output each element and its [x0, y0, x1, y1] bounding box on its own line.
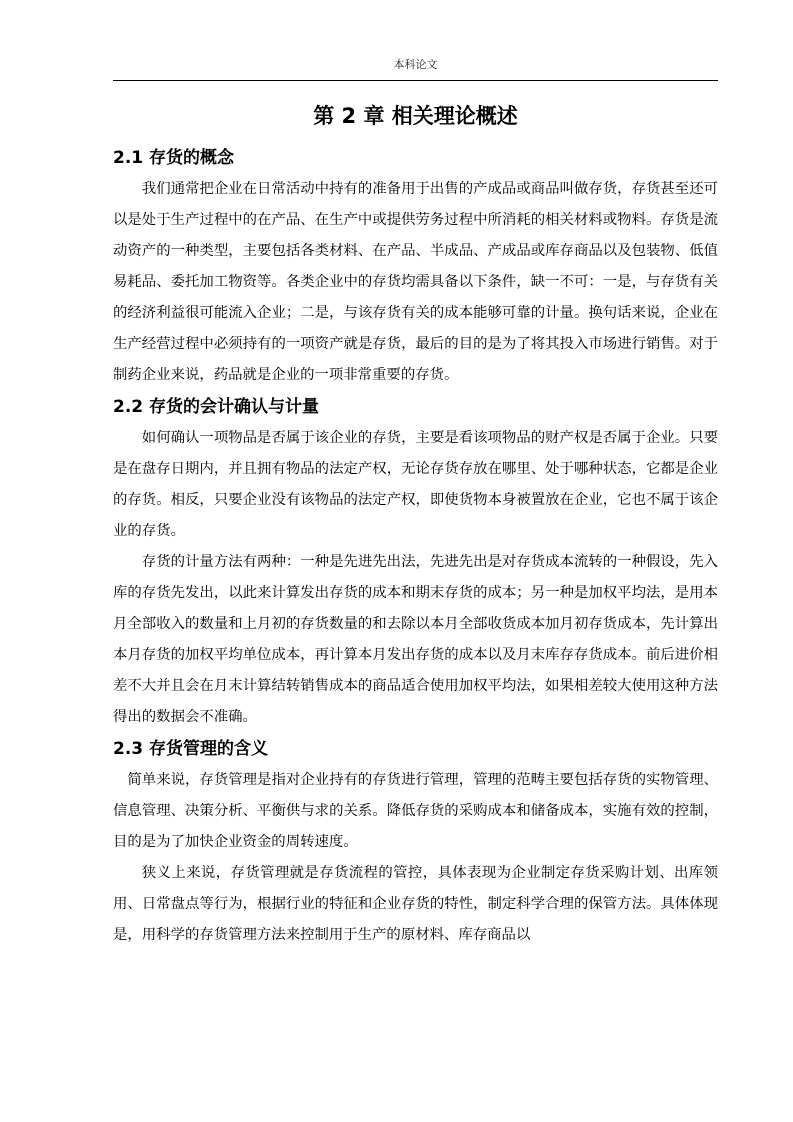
paragraph-2-2-a: 如何确认一项物品是否属于该企业的存货，主要是看该项物品的财产权是否属于企业。只要是在盘存日期内，并且拥有物品的法定产权，无论存货存放在哪里、处于哪种状态，它都是企业的存货。相反，只要企业没有该物品的法定产权，即使货物本身被置放在企业，它也不属于该企业的存货。	[113, 430, 718, 539]
paragraph-2-3-b: 狭义上来说，存货管理就是存货流程的管控，具体表现为企业制定存货采购计划、出库领用、日常盘点等行为，根据行业的特征和企业存货的特性，制定科学合理的保管方法。具体体现是，用科学的存货管理方法来控制用于生产的原材料、库存商品以	[113, 865, 718, 943]
header-rule	[113, 80, 718, 81]
page-body	[113, 98, 718, 951]
chapter-title: 第 2 章 相关理论概述	[313, 104, 518, 128]
running-header: 本科论文	[393, 58, 438, 71]
section-heading-2-3: 2.3 存货管理的含义	[113, 739, 269, 759]
paragraph-2-2-b: 存货的计量方法有两种：一种是先进先出法，先进先出是对存货成本流转的一种假设，先入库的存货先发出，以此来计算发出存货的成本和期末存货的成本；另一种是加权平均法，是用本月全部收入的数量和上月初的存货数量的和去除以本月全部收货成本加月初存货成本，先计算出本月存货的加权平均单位成本，再计算本月发出存货的成本以及月末库存存货成本。前后进价相差不大并且会在月末计算结转销售成本的商品适合使用加权平均法，如果相差较大使用这种方法得出的数据会不准确。	[113, 554, 718, 725]
paragraph-2-3-a: 简单来说，存货管理是指对企业持有的存货进行管理，管理的范畴主要包括存货的实物管理、信息管理、决策分析、平衡供与求的关系。降低存货的采购成本和储备成本，实施有效的控制，目的是为了加快企业资金的周转速度。	[113, 772, 718, 850]
paragraph-2-1-a: 我们通常把企业在日常活动中持有的准备用于出售的产成品或商品叫做存货，存货甚至还可以是处于生产过程中的在产品、在生产中或提供劳务过程中所消耗的相关材料或物料。存货是流动资产的一种类型，主要包括各类材料、在产品、半成品、产成品或库存商品以及包装物、低值易耗品、委托加工物资等。各类企业中的存货均需具备以下条件，缺一不可：一是，与存货有关的经济利益很可能流入企业；二是，与该存货有关的成本能够可靠的计量。换句话来说，企业在生产经营过程中必须持有的一项资产就是存货，最后的目的是为了将其投入市场进行销售。对于制药企业来说，药品就是企业的一项非常重要的存货。	[113, 181, 718, 383]
section-heading-2-2: 2.2 存货的会计确认与计量	[113, 397, 320, 417]
section-heading-2-1: 2.1 存货的概念	[113, 148, 235, 168]
